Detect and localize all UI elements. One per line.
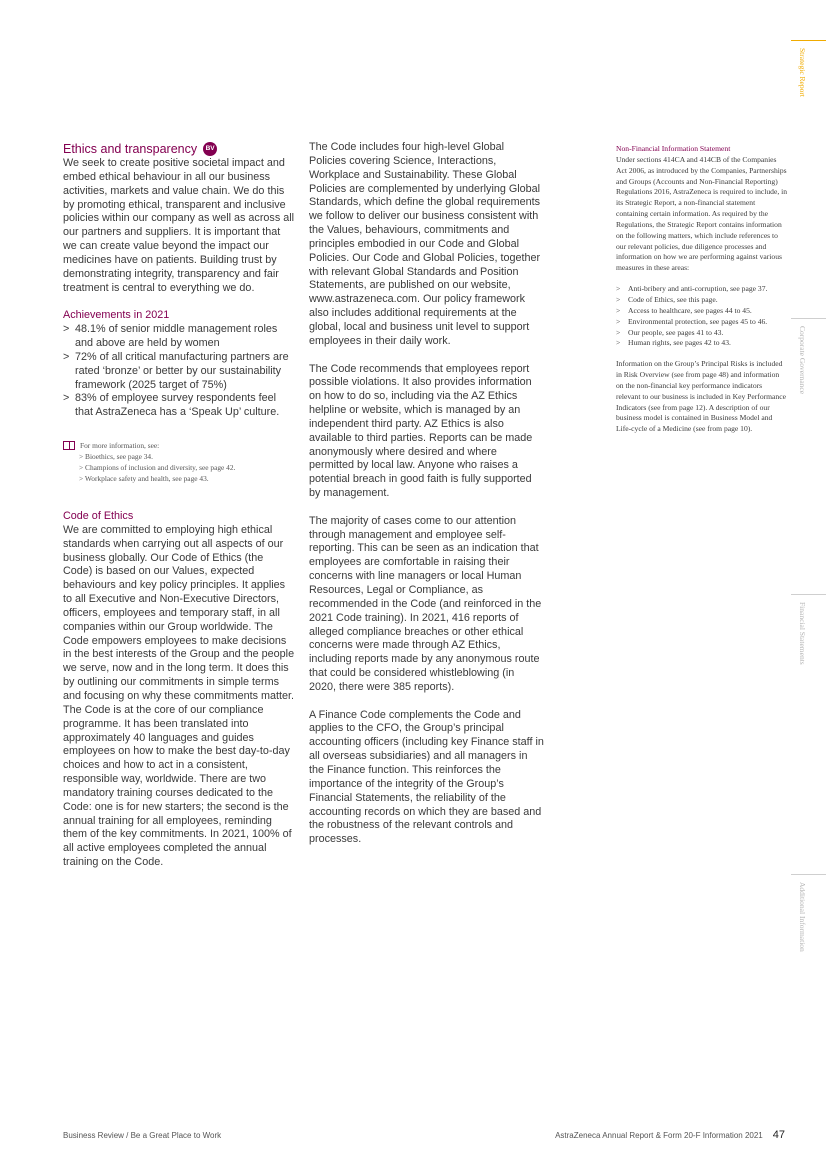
more-info-box [63, 440, 295, 484]
nfi-statement-paragraph: Under sections 414CA and 414CB of the Companies Act 2006, as introduced by the Companies, Partnerships and Groups (Accounts and Non-Financial Reporting) Regulations 2016, AstraZeneca is required to include, in its Strategic Report, a non-financial statement containing certain information. As required by the Regulations, the Strategic Report contains information on the following matters, which include references to our relevant policies, due diligence processes and information on how we are performing against various measures in these areas: [616, 154, 788, 273]
tab-additional-information[interactable] [791, 874, 826, 994]
tab-strategic-report[interactable] [791, 40, 826, 130]
tab-corporate-governance[interactable] [791, 318, 826, 438]
bv-badge-icon: BV [203, 142, 217, 156]
ethics-paragraph: We seek to create positive societal impact and embed ethical behaviour in all our business activities, markets and value chain. We do this by promoting ethical, transparent and inclusive policies within our company as well as across all our partners and suppliers. It is important that we can create value beyond the impact our medicines have on patients. Building trust by demonstrating integrity, transparency and fair treatment is central to everything we do. [63, 157, 295, 294]
right-column [616, 144, 788, 435]
ethics-heading [63, 141, 295, 157]
policies-paragraph: The Code includes four high-level Global Policies covering Science, Interactions, Workplace and Sustainability. These Global Policies are complemented by underlying Global Standards, which define the global requirements we follow to deliver our business consistent with the Values, behaviours, commitments and principles embodied in our Code and Global Policies. Our Code and Global Policies, together with relevant Global Standards and Position Statements, are published on our website, www.astrazeneca.com. Our policy framework also includes additional requirements at the global, local and business unit level to support employees in their daily work. [309, 141, 541, 347]
more-info-link[interactable]: > Workplace safety and health, see page 43. [79, 473, 295, 484]
list-item: > Anti-bribery and anti-corruption, see page 37. [616, 284, 788, 295]
page-number: 47 [772, 1129, 785, 1141]
list-item: > Access to healthcare, see pages 44 to 45. [616, 306, 788, 317]
more-info-title: For more information, see: [80, 441, 160, 451]
middle-column [309, 141, 544, 861]
left-column [63, 141, 295, 884]
list-item: > Human rights, see pages 42 to 43. [616, 338, 788, 349]
tab-label: Additional Information [798, 882, 807, 952]
tab-indicator [791, 594, 826, 595]
tab-financial-statements[interactable] [791, 594, 826, 714]
nfi-statement-title: Non-Financial Information Statement [616, 144, 731, 153]
reporting-paragraph: The Code recommends that employees report possible violations. It also provides information on how to do so, including via the AZ Ethics helpline or website, which is managed by an independent third party. AZ Ethics is also available to third parties. Reports can be made anonymously where desired and where permitted by local law. Anyone who raises a potential breach in good faith is fully supported by management. [309, 362, 533, 500]
cases-paragraph: The majority of cases come to our attention through management and employee self-reporting. This can be seen as an indication that employees are comfortable in raising their concerns with line managers or local Human Resources, Legal or Compliance, as recommended in the Code (and reinforced in the 2021 Code training). In 2021, 416 reports of alleged compliance breaches or other ethical concerns were made through AZ Ethics, including reports made by any anonymous route that could be considered whistleblowing (in 2020, there were 385 reports). [309, 514, 542, 693]
list-item: > 72% of all critical manufacturing partners are rated ‘bronze’ or better by our sustainability framework (2025 target of 75%) [63, 351, 295, 393]
list-item: > 83% of employee survey respondents feel that AstraZeneca has a ‘Speak Up’ culture. [63, 392, 295, 420]
page-footer [63, 1129, 785, 1143]
tab-indicator [791, 40, 826, 41]
tab-label: Strategic Report [798, 48, 807, 97]
footer-breadcrumb[interactable]: Business Review / Be a Great Place to Work [63, 1131, 222, 1140]
tab-indicator [791, 874, 826, 875]
nfi-closing-paragraph: Information on the Group’s Principal Risks is included in Risk Overview (see from page 48) and information on the non-financial key performance indicators relevant to our business is included in Key Performance Indicators (see from page 12). A description of our business model is contained in Business Model and Life-cycle of a Medicine (see from page 10). [616, 359, 786, 434]
ethics-title: Ethics and transparency [63, 142, 198, 156]
book-icon [63, 441, 75, 450]
tab-indicator [791, 318, 826, 319]
tab-label: Corporate Governance [798, 326, 807, 395]
achievements-heading: Achievements in 2021 [63, 309, 170, 322]
tab-label: Financial Statements [798, 602, 807, 665]
more-info-link[interactable]: > Bioethics, see page 34. [79, 451, 295, 462]
list-item: > Code of Ethics, see this page. [616, 295, 788, 306]
list-item: > Environmental protection, see pages 45 to 46. [616, 317, 788, 328]
achievements-list [63, 323, 295, 420]
nfi-list [616, 284, 788, 349]
code-of-ethics-heading: Code of Ethics [63, 510, 134, 523]
code-of-ethics-paragraph: We are committed to employing high ethical standards when carrying out all aspects of our business globally. Our Code of Ethics (the Code) is based on our Values, expected behaviours and key policy principles. It applies to all Executive and Non-Executive Directors, officers, employees and temporary staff, in all companies within our Group worldwide. The Code empowers employees to make decisions in the best interests of the Group and the people we serve, now and in the long term. It does this by outlining our commitments in simple terms and focusing on why these commitments matter. The Code is at the core of our compliance programme. It has been translated into approximately 40 languages and guides employees on how to make the best day-to-day choices and how to act in a consistent, responsible way, worldwide. There are two mandatory training courses dedicated to the Code: one is for new starters; the second is the annual training for all employees, reminding them of the key commitments. In 2021, 100% of all active employees completed the annual training on the Code. [63, 523, 295, 869]
footer-report-title: AstraZeneca Annual Report & Form 20-F Information 2021 [555, 1131, 763, 1140]
finance-code-paragraph: A Finance Code complements the Code and applies to the CFO, the Group’s principal accounting officers (including key Finance staff in all overseas subsidiaries) and all managers in the Finance function. This reinforces the importance of the integrity of the Group’s Financial Statements, the reliability of the accounting records on which they are based and the robustness of the relevant controls and processes. [309, 708, 544, 846]
more-info-link[interactable]: > Champions of inclusion and diversity, see page 42. [79, 462, 295, 473]
list-item: > 48.1% of senior middle management roles and above are held by women [63, 323, 295, 351]
list-item: > Our people, see pages 41 to 43. [616, 328, 788, 339]
